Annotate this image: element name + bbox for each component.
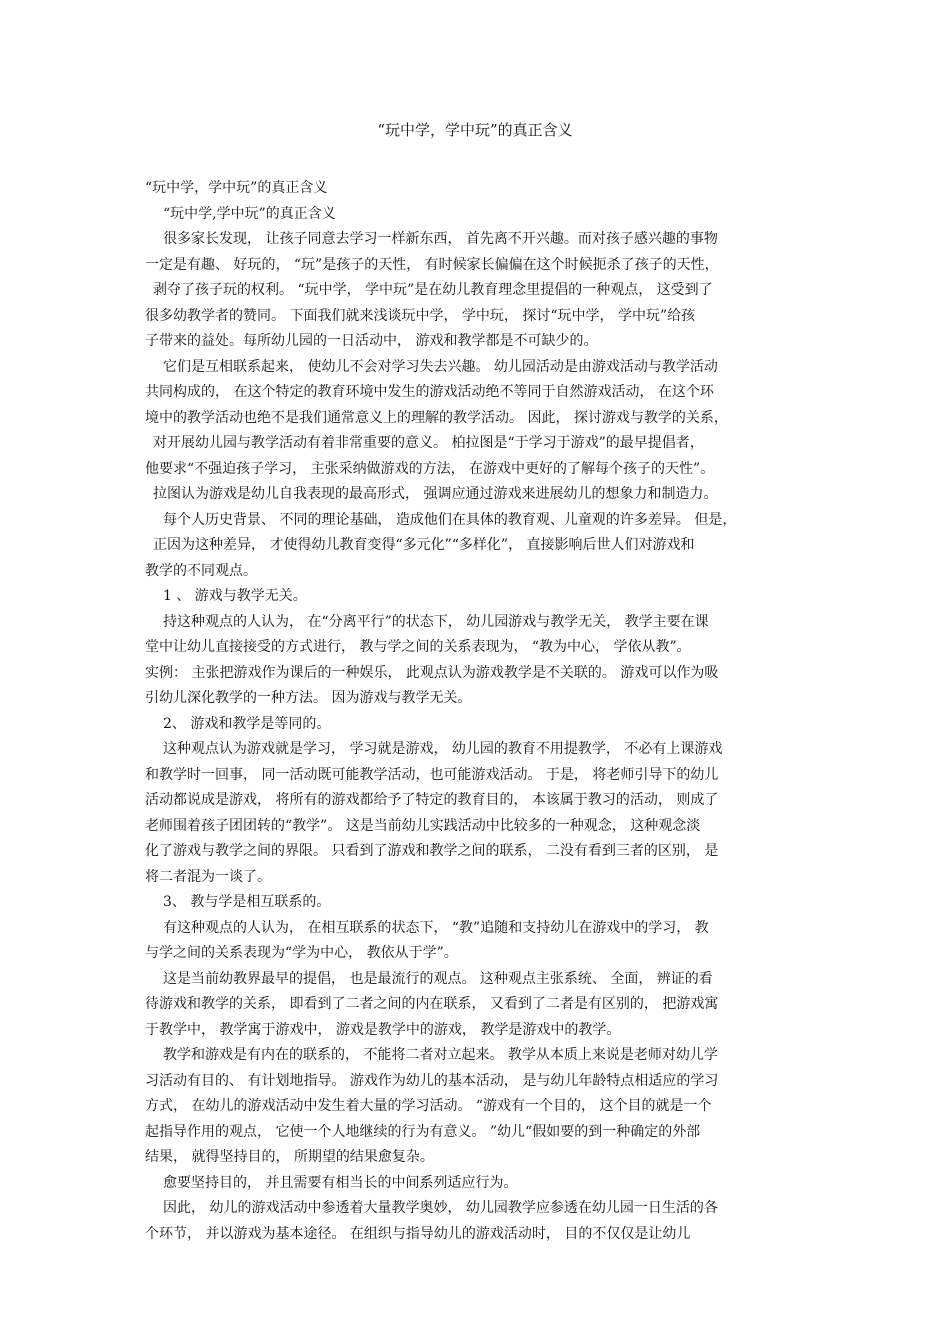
text-line: 堂中让幼儿直接接受的方式进行， 教与学之间的关系表现为， “教为中心， 学依从教”。 <box>145 639 691 655</box>
text-line: 愈要坚持目的， 并且需要有相当长的中间系列适应行为。 <box>163 1174 518 1191</box>
text-line: 待游戏和教学的关系， 即看到了二者之间的内在联系， 又看到了二者是有区别的， 把游戏寓 <box>145 996 719 1012</box>
text-line: 教学的不同观点。 <box>145 562 257 579</box>
text-line: 很多家长发现， 让孩子同意去学习一样新东西， 首先离不开兴趣。而对孩子感兴趣的事物 <box>163 231 718 247</box>
document-title: “玩中学，学中玩”的真正含义 <box>377 121 573 139</box>
text-line: 这是当前幼教界最早的提倡， 也是最流行的观点。 这种观点主张系统、 全面， 辨证的看 <box>163 970 713 987</box>
document-body <box>145 176 825 1247</box>
text-line: 化了游戏与教学之间的界限。 只看到了游戏和教学之间的联系， 二没有看到三者的区别， 是 <box>145 843 719 859</box>
text-line: 正因为这种差异， 才使得幼儿教育变得“多元化”“多样化”， 直接影响后世人们对游戏和 <box>153 537 695 553</box>
text-line: 老师围着孩子团团转的“教学”。 这是当前幼儿实践活动中比较多的一种观念， 这种观念淡 <box>145 817 701 834</box>
text-line: 持这种观点的人认为， 在“分离平行”的状态下， 幼儿园游戏与教学无关， 教学主要在课 <box>163 613 709 630</box>
text-line: 1 、 游戏与教学无关。 <box>163 588 307 604</box>
text-line: 共同构成的， 在这个特定的教育环境中发生的游戏活动绝不等同于自然游戏活动， 在这个环 <box>145 384 714 400</box>
text-line: 教学和游戏是有内在的联系的， 不能将二者对立起来。 教学从本质上来说是老师对幼儿学 <box>163 1047 718 1063</box>
text-line: 结果， 就得坚持目的， 所期望的结果愈复杂。 <box>145 1149 434 1165</box>
text-line: 子带来的益处。每所幼儿园的一日活动中， 游戏和教学都是不可缺少的。 <box>145 333 598 349</box>
text-line: 这种观点认为游戏就是学习， 学习就是游戏， 幼儿园的教育不用提教学， 不必有上课游戏 <box>163 741 723 757</box>
text-line: “玩中学，学中玩”的真正含义 <box>145 180 328 196</box>
text-line: 于教学中， 教学寓于游戏中， 游戏是教学中的游戏， 教学是游戏中的教学。 <box>145 1021 621 1038</box>
text-line: 实例： 主张把游戏作为课后的一种娱乐， 此观点认为游戏教学是不关联的。 游戏可以作为吸 <box>145 664 719 681</box>
text-line: 每个人历史背景、 不同的理论基础， 造成他们在具体的教育观、儿童观的许多差异。 但是， <box>163 511 737 528</box>
text-line: 方式， 在幼儿的游戏活动中发生着大量的学习活动。 “游戏有一个目的， 这个目的就是一个 <box>145 1098 712 1114</box>
text-line: 他要求“不强迫孩子学习， 主张采纳做游戏的方法， 在游戏中更好的了解每个孩子的天性”。 <box>145 460 715 477</box>
text-line: “玩中学,学中玩”的真正含义 <box>163 205 336 222</box>
text-line: 对开展幼儿园与教学活动有着非常重要的意义。 柏拉图是“于学习于游戏”的最早提倡者， <box>153 435 704 451</box>
text-line: 剥夺了孩子玩的权利。 “玩中学， 学中玩”是在幼儿教育理念里提倡的一种观点， 这受到了 <box>153 282 713 298</box>
text-line: 引幼儿深化教学的一种方法。 因为游戏与教学无关。 <box>145 690 472 706</box>
text-line: 和教学时一回事， 同一活动既可能教学活动，也可能游戏活动。 于是， 将老师引导下的幼儿 <box>145 766 719 783</box>
text-line: 2、 游戏和教学是等同的。 <box>163 715 331 732</box>
text-line: 它们是互相联系起来， 使幼儿不会对学习失去兴趣。 幼儿园活动是由游戏活动与教学活动 <box>163 358 718 375</box>
text-line: 活动都说成是游戏， 将所有的游戏都给予了特定的教育目的， 本该属于教习的活动， 则成了 <box>145 792 719 808</box>
text-line: 拉图认为游戏是幼儿自我表现的最高形式， 强调应通过游戏来进展幼儿的想象力和制造力。 <box>153 486 718 502</box>
text-line: 因此， 幼儿的游戏活动中参透着大量教学奥妙， 幼儿园教学应参透在幼儿园一日生活的各 <box>163 1200 718 1216</box>
text-line: 起指导作用的观点， 它使一个人地继续的行为有意义。 ”幼儿“假如要的到一种确定的外部 <box>145 1123 701 1140</box>
text-line: 习活动有目的、 有计划地指导。 游戏作为幼儿的基本活动， 是与幼儿年龄特点相适应的学习 <box>145 1072 719 1089</box>
text-line: 境中的教学活动也绝不是我们通常意义上的理解的教学活动。 因此， 探讨游戏与教学的关系， <box>145 409 728 426</box>
text-line: 很多幼教学者的赞同。 下面我们就来浅谈玩中学， 学中玩， 探讨“玩中学， 学中玩”给孩 <box>145 307 696 324</box>
text-line: 有这种观点的人认为， 在相互联系的状态下， “教”追随和支持幼儿在游戏中的学习， 教 <box>163 919 709 936</box>
text-line: 与学之间的关系表现为“学为中心， 教依从于学”。 <box>145 945 458 961</box>
text-line: 将二者混为一谈了。 <box>145 868 271 885</box>
text-line: 3、 教与学是相互联系的。 <box>163 894 331 910</box>
text-line: 一定是有趣、 好玩的， “玩”是孩子的天性， 有时候家长偏偏在这个时候扼杀了孩子的天性， <box>145 256 719 273</box>
text-line: 个环节， 并以游戏为基本途径。 在组织与指导幼儿的游戏活动时， 目的不仅仅是让幼儿 <box>145 1225 691 1242</box>
